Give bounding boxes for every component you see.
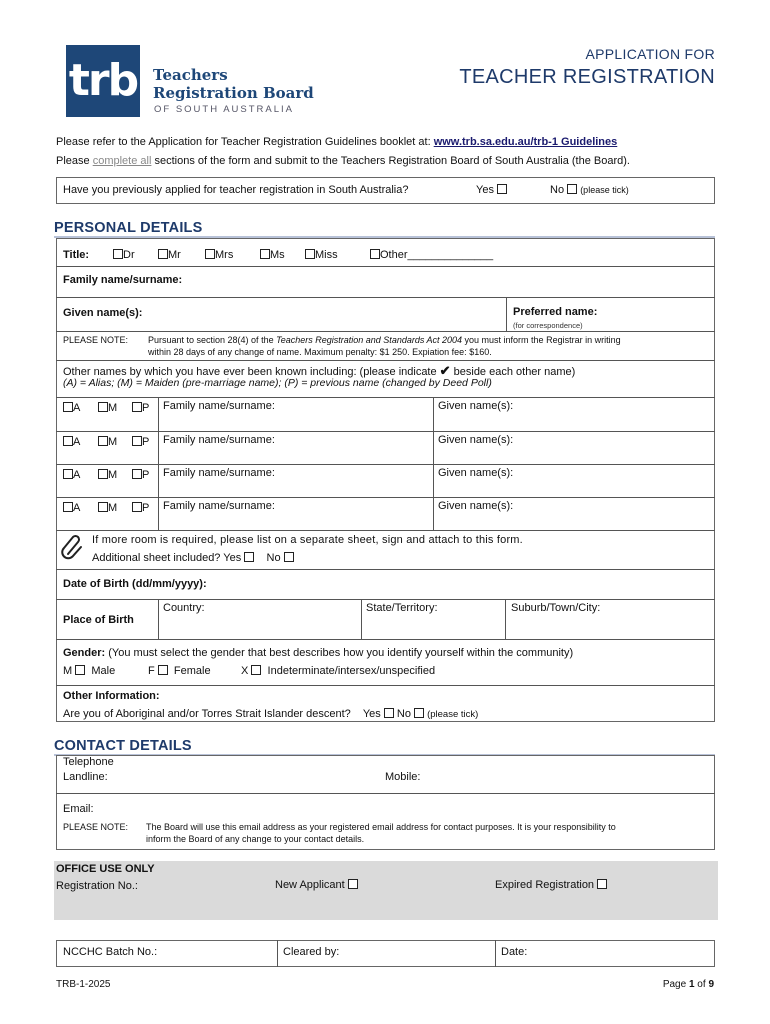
email-note-line2: inform the Board of any change to your contact details. bbox=[146, 834, 365, 844]
divider bbox=[506, 297, 507, 331]
divider bbox=[277, 940, 278, 967]
alias-a-option[interactable] bbox=[63, 502, 80, 514]
gender-instruction: (You must select the gender that best describes how you identify yourself within the community) bbox=[105, 647, 574, 659]
state-label: State/Territory: bbox=[366, 602, 438, 614]
org-name-line2: Registration Board bbox=[153, 84, 314, 102]
alias-row-2 bbox=[56, 432, 715, 465]
cleared-by-label: Cleared by: bbox=[283, 946, 340, 958]
divider bbox=[56, 639, 715, 640]
intro-line2-suffix: sections of the form and submit to the Teachers Registration Board of South Australia (the Board). bbox=[151, 155, 630, 167]
alias-given-label: Given name(s): bbox=[438, 400, 514, 412]
previous-no-checkbox[interactable] bbox=[567, 184, 577, 194]
trb-logo-mark bbox=[66, 45, 140, 117]
title-option-miss[interactable] bbox=[305, 249, 338, 261]
alias-family-label: Family name/surname: bbox=[163, 434, 275, 446]
title-dr-checkbox[interactable] bbox=[113, 249, 123, 259]
registration-no-label: Registration No.: bbox=[56, 880, 138, 892]
note-pre: Pursuant to section 28(4) of the bbox=[148, 335, 277, 345]
divider bbox=[56, 266, 715, 267]
page-current: 1 bbox=[688, 979, 695, 990]
name-change-note-line2: within 28 days of any change of name. Maximum penalty: $1 250. Expiation fee: $160. bbox=[148, 347, 492, 357]
alias-a-checkbox[interactable] bbox=[63, 469, 73, 479]
org-name-line1: Teachers bbox=[153, 66, 228, 84]
title-option-ms[interactable] bbox=[260, 249, 285, 261]
title-mr-label: Mr bbox=[168, 249, 181, 261]
page-total: 9 bbox=[708, 979, 714, 990]
other-info-label: Other Information: bbox=[63, 690, 160, 702]
divider bbox=[158, 599, 159, 639]
alias-a-option[interactable] bbox=[63, 436, 80, 448]
name-change-note-label: PLEASE NOTE: bbox=[63, 335, 129, 345]
date-label: Date: bbox=[501, 946, 528, 958]
gender-female-checkbox[interactable] bbox=[158, 665, 168, 675]
divider bbox=[433, 397, 434, 530]
divider bbox=[56, 464, 715, 465]
previous-yes-label: Yes bbox=[476, 184, 494, 196]
contact-details-heading: CONTACT DETAILS bbox=[54, 738, 192, 754]
note-act: Teachers Registration and Standards Act 2004 bbox=[276, 335, 463, 345]
more-room-note: If more room is required, please list on a separate sheet, sign and attach to this form. bbox=[92, 534, 523, 546]
alias-a-option[interactable] bbox=[63, 469, 80, 481]
title-option-mrs[interactable] bbox=[205, 249, 233, 261]
alias-m-option[interactable] bbox=[98, 402, 117, 414]
alias-m-option[interactable] bbox=[98, 502, 117, 514]
title-ms-checkbox[interactable] bbox=[260, 249, 270, 259]
intro-line1 bbox=[56, 136, 617, 148]
paperclip-icon bbox=[60, 534, 86, 563]
divider bbox=[56, 497, 715, 498]
aboriginal-no-label: No bbox=[396, 708, 411, 720]
alias-p-option[interactable] bbox=[132, 436, 149, 448]
alias-a-label: A bbox=[73, 502, 81, 514]
divider bbox=[56, 569, 715, 570]
alias-m-label: M bbox=[108, 502, 118, 514]
preferred-name-label: Preferred name: bbox=[513, 306, 598, 318]
alias-row-1 bbox=[56, 398, 715, 431]
page-number bbox=[663, 979, 714, 990]
alias-m-option[interactable] bbox=[98, 436, 117, 448]
other-names-post: beside each other name) bbox=[450, 366, 576, 378]
alias-p-option[interactable] bbox=[132, 469, 149, 481]
gender-female-label: Female bbox=[173, 665, 211, 677]
place-of-birth-label: Place of Birth bbox=[63, 614, 134, 626]
alias-a-checkbox[interactable] bbox=[63, 502, 73, 512]
title-option-other[interactable] bbox=[370, 249, 493, 261]
expired-registration-checkbox[interactable] bbox=[597, 879, 607, 889]
alias-given-label: Given name(s): bbox=[438, 434, 514, 446]
alias-p-label: P bbox=[142, 502, 150, 514]
new-applicant-label: New Applicant bbox=[275, 879, 345, 891]
alias-p-checkbox[interactable] bbox=[132, 402, 142, 412]
gender-x-checkbox[interactable] bbox=[251, 665, 261, 675]
name-change-note-text bbox=[148, 335, 708, 345]
given-names-label: Given name(s): bbox=[63, 307, 143, 319]
title-mr-checkbox[interactable] bbox=[158, 249, 168, 259]
title-other-label: Other______________ bbox=[380, 249, 494, 261]
page-of: of bbox=[694, 979, 709, 990]
alias-family-label: Family name/surname: bbox=[163, 400, 275, 412]
family-name-label: Family name/surname: bbox=[63, 274, 183, 286]
title-option-mr[interactable] bbox=[158, 249, 181, 261]
mobile-label: Mobile: bbox=[385, 771, 421, 783]
alias-p-label: P bbox=[142, 469, 150, 481]
expired-registration-label: Expired Registration bbox=[495, 879, 595, 891]
alias-row-4 bbox=[56, 498, 715, 531]
alias-family-label: Family name/surname: bbox=[163, 467, 275, 479]
guidelines-link[interactable]: www.trb.sa.edu.au/trb-1 Guidelines bbox=[433, 136, 618, 148]
divider bbox=[505, 599, 506, 639]
intro-line1-text: Please refer to the Application for Teacher Registration Guidelines booklet at: bbox=[56, 136, 434, 148]
divider bbox=[495, 940, 496, 967]
title-dr-label: Dr bbox=[123, 249, 135, 261]
title-miss-label: Miss bbox=[315, 249, 338, 261]
email-note-line1: The Board will use this email address as your registered email address for contact purposes. It is your responsibility to bbox=[146, 822, 616, 832]
divider bbox=[56, 685, 715, 686]
title-other-checkbox[interactable] bbox=[370, 249, 380, 259]
divider bbox=[361, 599, 362, 639]
additional-no-checkbox[interactable] bbox=[284, 552, 294, 562]
gender-female-option[interactable] bbox=[148, 665, 211, 677]
title-mrs-label: Mrs bbox=[215, 249, 234, 261]
gender-male-label: Male bbox=[91, 665, 116, 677]
alias-p-option[interactable] bbox=[132, 402, 149, 414]
alias-m-checkbox[interactable] bbox=[98, 402, 108, 412]
gender-male-checkbox[interactable] bbox=[75, 665, 85, 675]
gender-x-code: X bbox=[241, 665, 249, 677]
email-note-label: PLEASE NOTE: bbox=[63, 822, 129, 832]
landline-label: Landline: bbox=[63, 771, 108, 783]
gender-m-code: M bbox=[63, 665, 73, 677]
divider bbox=[56, 599, 715, 600]
additional-sheet-label: Additional sheet included? bbox=[92, 552, 221, 564]
form-code: TRB-1-2025 bbox=[56, 979, 111, 990]
page-prefix: Page bbox=[662, 979, 689, 990]
divider bbox=[56, 793, 715, 794]
title-miss-checkbox[interactable] bbox=[305, 249, 315, 259]
suburb-label: Suburb/Town/City: bbox=[511, 602, 601, 614]
aboriginal-tick-note: (please tick) bbox=[427, 709, 479, 720]
intro-line2 bbox=[56, 155, 630, 167]
additional-sheet-row bbox=[92, 552, 294, 564]
complete-all-emphasis: complete all bbox=[92, 155, 152, 167]
alias-m-checkbox[interactable] bbox=[98, 469, 108, 479]
divider bbox=[56, 297, 715, 298]
alias-a-checkbox[interactable] bbox=[63, 402, 73, 412]
personal-details-heading: PERSONAL DETAILS bbox=[54, 220, 203, 236]
gender-x-option[interactable] bbox=[241, 665, 435, 677]
alias-row-3 bbox=[56, 465, 715, 498]
aboriginal-question-row bbox=[63, 708, 478, 720]
previous-no-label: No bbox=[550, 184, 565, 196]
alias-p-label: P bbox=[142, 402, 150, 414]
aboriginal-question: Are you of Aboriginal and/or Torres Strait Islander descent? bbox=[63, 708, 351, 720]
title-mrs-checkbox[interactable] bbox=[205, 249, 215, 259]
previous-tick-note: (please tick) bbox=[580, 185, 629, 195]
previous-yes-checkbox[interactable] bbox=[497, 184, 507, 194]
country-label: Country: bbox=[163, 602, 205, 614]
telephone-label: Telephone bbox=[63, 756, 114, 768]
other-names-key: (A) = Alias; (M) = Maiden (pre-marriage name); (P) = previous name (changed by Deed Poll) bbox=[63, 377, 492, 389]
divider bbox=[56, 431, 715, 432]
additional-yes-label: Yes bbox=[223, 552, 242, 564]
previous-yes-option[interactable] bbox=[476, 184, 507, 196]
expired-registration-option[interactable] bbox=[495, 879, 607, 891]
title-option-dr[interactable] bbox=[113, 249, 135, 261]
org-name-line3: OF SOUTH AUSTRALIA bbox=[154, 104, 294, 115]
divider bbox=[56, 530, 715, 531]
gender-x-label: Indeterminate/intersex/unspecified bbox=[267, 665, 436, 677]
alias-p-checkbox[interactable] bbox=[132, 436, 142, 446]
divider bbox=[56, 360, 715, 361]
dob-label: Date of Birth (dd/mm/yyyy): bbox=[63, 578, 207, 590]
aboriginal-yes-checkbox[interactable] bbox=[384, 708, 394, 718]
office-use-heading: OFFICE USE ONLY bbox=[56, 863, 155, 875]
alias-a-checkbox[interactable] bbox=[63, 436, 73, 446]
alias-a-label: A bbox=[73, 436, 81, 448]
previous-application-question: Have you previously applied for teacher registration in South Australia? bbox=[63, 184, 409, 196]
preferred-name-note: (for correspondence) bbox=[513, 321, 583, 330]
alias-p-label: P bbox=[142, 436, 150, 448]
alias-m-option[interactable] bbox=[98, 469, 117, 481]
other-names-pre: Other names by which you have ever been known including: (please indicate bbox=[63, 366, 440, 378]
alias-m-label: M bbox=[108, 469, 118, 481]
alias-m-checkbox[interactable] bbox=[98, 436, 108, 446]
aboriginal-no-checkbox[interactable] bbox=[414, 708, 424, 718]
alias-given-label: Given name(s): bbox=[438, 500, 514, 512]
alias-p-option[interactable] bbox=[132, 502, 149, 514]
ncchc-batch-label: NCCHC Batch No.: bbox=[63, 946, 158, 958]
alias-a-option[interactable] bbox=[63, 402, 80, 414]
note-post: you must inform the Registrar in writing bbox=[462, 335, 621, 345]
alias-m-checkbox[interactable] bbox=[98, 502, 108, 512]
email-label: Email: bbox=[63, 803, 94, 815]
title-small: APPLICATION FOR bbox=[585, 46, 715, 62]
new-applicant-checkbox[interactable] bbox=[348, 879, 358, 889]
additional-yes-checkbox[interactable] bbox=[244, 552, 254, 562]
checkmark-icon: ✔ bbox=[439, 363, 451, 378]
gender-f-code: F bbox=[148, 665, 155, 677]
gender-question bbox=[63, 647, 573, 659]
title-large: TEACHER REGISTRATION bbox=[459, 66, 715, 88]
new-applicant-option[interactable] bbox=[275, 879, 358, 891]
alias-m-label: M bbox=[108, 436, 118, 448]
logo-mark-text: trb bbox=[68, 55, 138, 106]
alias-a-label: A bbox=[73, 402, 81, 414]
gender-label: Gender: bbox=[63, 647, 106, 659]
alias-p-checkbox[interactable] bbox=[132, 469, 142, 479]
alias-p-checkbox[interactable] bbox=[132, 502, 142, 512]
previous-no-option[interactable] bbox=[550, 184, 629, 196]
title-label: Title: bbox=[63, 249, 90, 261]
alias-a-label: A bbox=[73, 469, 81, 481]
alias-given-label: Given name(s): bbox=[438, 467, 514, 479]
title-ms-label: Ms bbox=[270, 249, 285, 261]
divider bbox=[56, 331, 715, 332]
divider bbox=[158, 397, 159, 530]
alias-m-label: M bbox=[108, 402, 118, 414]
aboriginal-yes-label: Yes bbox=[362, 708, 381, 720]
alias-family-label: Family name/surname: bbox=[163, 500, 275, 512]
intro-line2-prefix: Please bbox=[56, 155, 93, 167]
additional-no-label: No bbox=[266, 552, 281, 564]
gender-male-option[interactable] bbox=[63, 665, 115, 677]
